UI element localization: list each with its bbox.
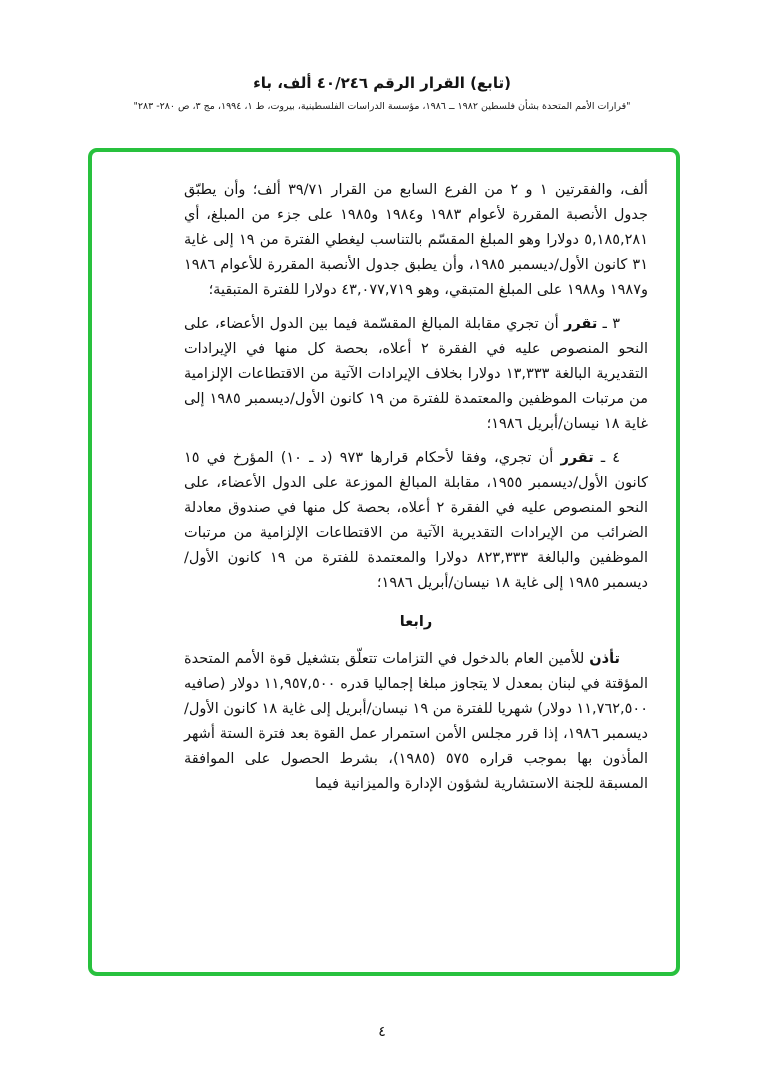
paragraph-text: للأمين العام بالدخول في التزامات تتعلّق بتشغيل قوة الأمم المتحدة المؤقتة في لبنان بمعدل لا يتجاوز مبلغا إجماليا قدره ١١,٩٥٧,٥٠٠ دولار (صافيه ١١,٧٦٢,٥٠٠ دولار) شهريا للفترة من ١٩ نيسان/أبريل إلى غاية ١٨ كانون الأول/ديسمبر ١٩٨٦، إذا قرر مجلس الأمن استمرار عمل القوة بعد فترة الستة أشهر المأذون بها بموجب قراره ٥٧٥ (١٩٨٥)، بشرط الحصول على الموافقة المسبقة للجنة الاستشارية لشؤون الإدارة والميزانية فيما (184, 651, 648, 792)
paragraph-text: أن تجري مقابلة المبالغ المقسّمة فيما بين الدول الأعضاء، على النحو المنصوص عليه في الفقرة ٢ أعلاه، بحصة كل منها في الإيرادات التقديرية البالغة ١٣,٣٣٣ دولارا بخلاف الإيرادات الآتية من الاقتطاعات الإلزامية من مرتبات الموظفين والمعتمدة للفترة من ١٩ كانون الأول/ديسمبر ١٩٨٥ إلى غاية ١٨ نيسان/أبريل ١٩٨٦؛ (184, 316, 648, 432)
operative-verb: تأذن (589, 651, 621, 667)
source-citation: "قرارات الأمم المتحدة بشأن فلسطين ١٩٨٢ ــ ١٩٨٦، مؤسسة الدراسات الفلسطينية، بيروت، ط ١، ١٩٩٤، مج ٣، ص ٢٨٠- ٢٨٣" (133, 101, 631, 112)
paragraph-continuation: ألف، والفقرتين ١ و ٢ من الفرع السابع من القرار ٣٩/٧١ ألف؛ وأن يطبّق جدول الأنصبة المقررة لأعوام ١٩٨٣ و١٩٨٤ و١٩٨٥ على جزء من المبلغ، أي ٥,١٨٥,٢٨١ دولارا وهو المبلغ المقسّم بالتناسب ليغطي الفترة من ١٩ إلى غاية ٣١ كانون الأول/ديسمبر ١٩٨٥، وأن يطبق جدول الأنصبة المقررة للأعوام ١٩٨٦ و١٩٨٧ و١٩٨٨ على المبلغ المتبقي، وهو ٤٣,٠٧٧,٧١٩ دولارا للفترة المتبقية؛ (184, 182, 649, 298)
operative-paragraph-4 (184, 446, 648, 596)
green-border-frame (88, 148, 680, 976)
resolution-title: (تابع) القرار الرقم ٤٠/٢٤٦ ألف، باء (253, 74, 511, 92)
paragraph-number: ٤ ـ (600, 450, 621, 466)
operative-paragraph-3 (184, 312, 648, 437)
operative-verb: تقرر (564, 316, 598, 332)
authorization-paragraph (184, 647, 648, 797)
page-header (0, 0, 764, 112)
paragraph-number: ٣ ـ (602, 316, 621, 332)
paragraph-text: أن تجري، وفقا لأحكام قرارها ٩٧٣ (د ـ ١٠) المؤرخ في ١٥ كانون الأول/ديسمبر ١٩٥٥، مقابلة المبالغ الموزعة على الدول الأعضاء، على النحو المنصوص عليه في الفقرة ٢ أعلاه، بحصة كل منها في صندوق معادلة الضرائب من الإيرادات التقديرية الآتية من الاقتطاعات الإلزامية من مرتبات الموظفين والبالغة ٨٢٣,٣٣٣ دولارا والمعتمدة للفترة من ١٩ كانون الأول/ديسمبر ١٩٨٥ إلى غاية ١٨ نيسان/أبريل ١٩٨٦؛ (184, 450, 649, 591)
section-heading-fourth: رابعا (399, 614, 433, 630)
page-number: ٤ (378, 1024, 386, 1040)
operative-verb: تقرر (560, 450, 594, 466)
resolution-body (92, 152, 676, 972)
